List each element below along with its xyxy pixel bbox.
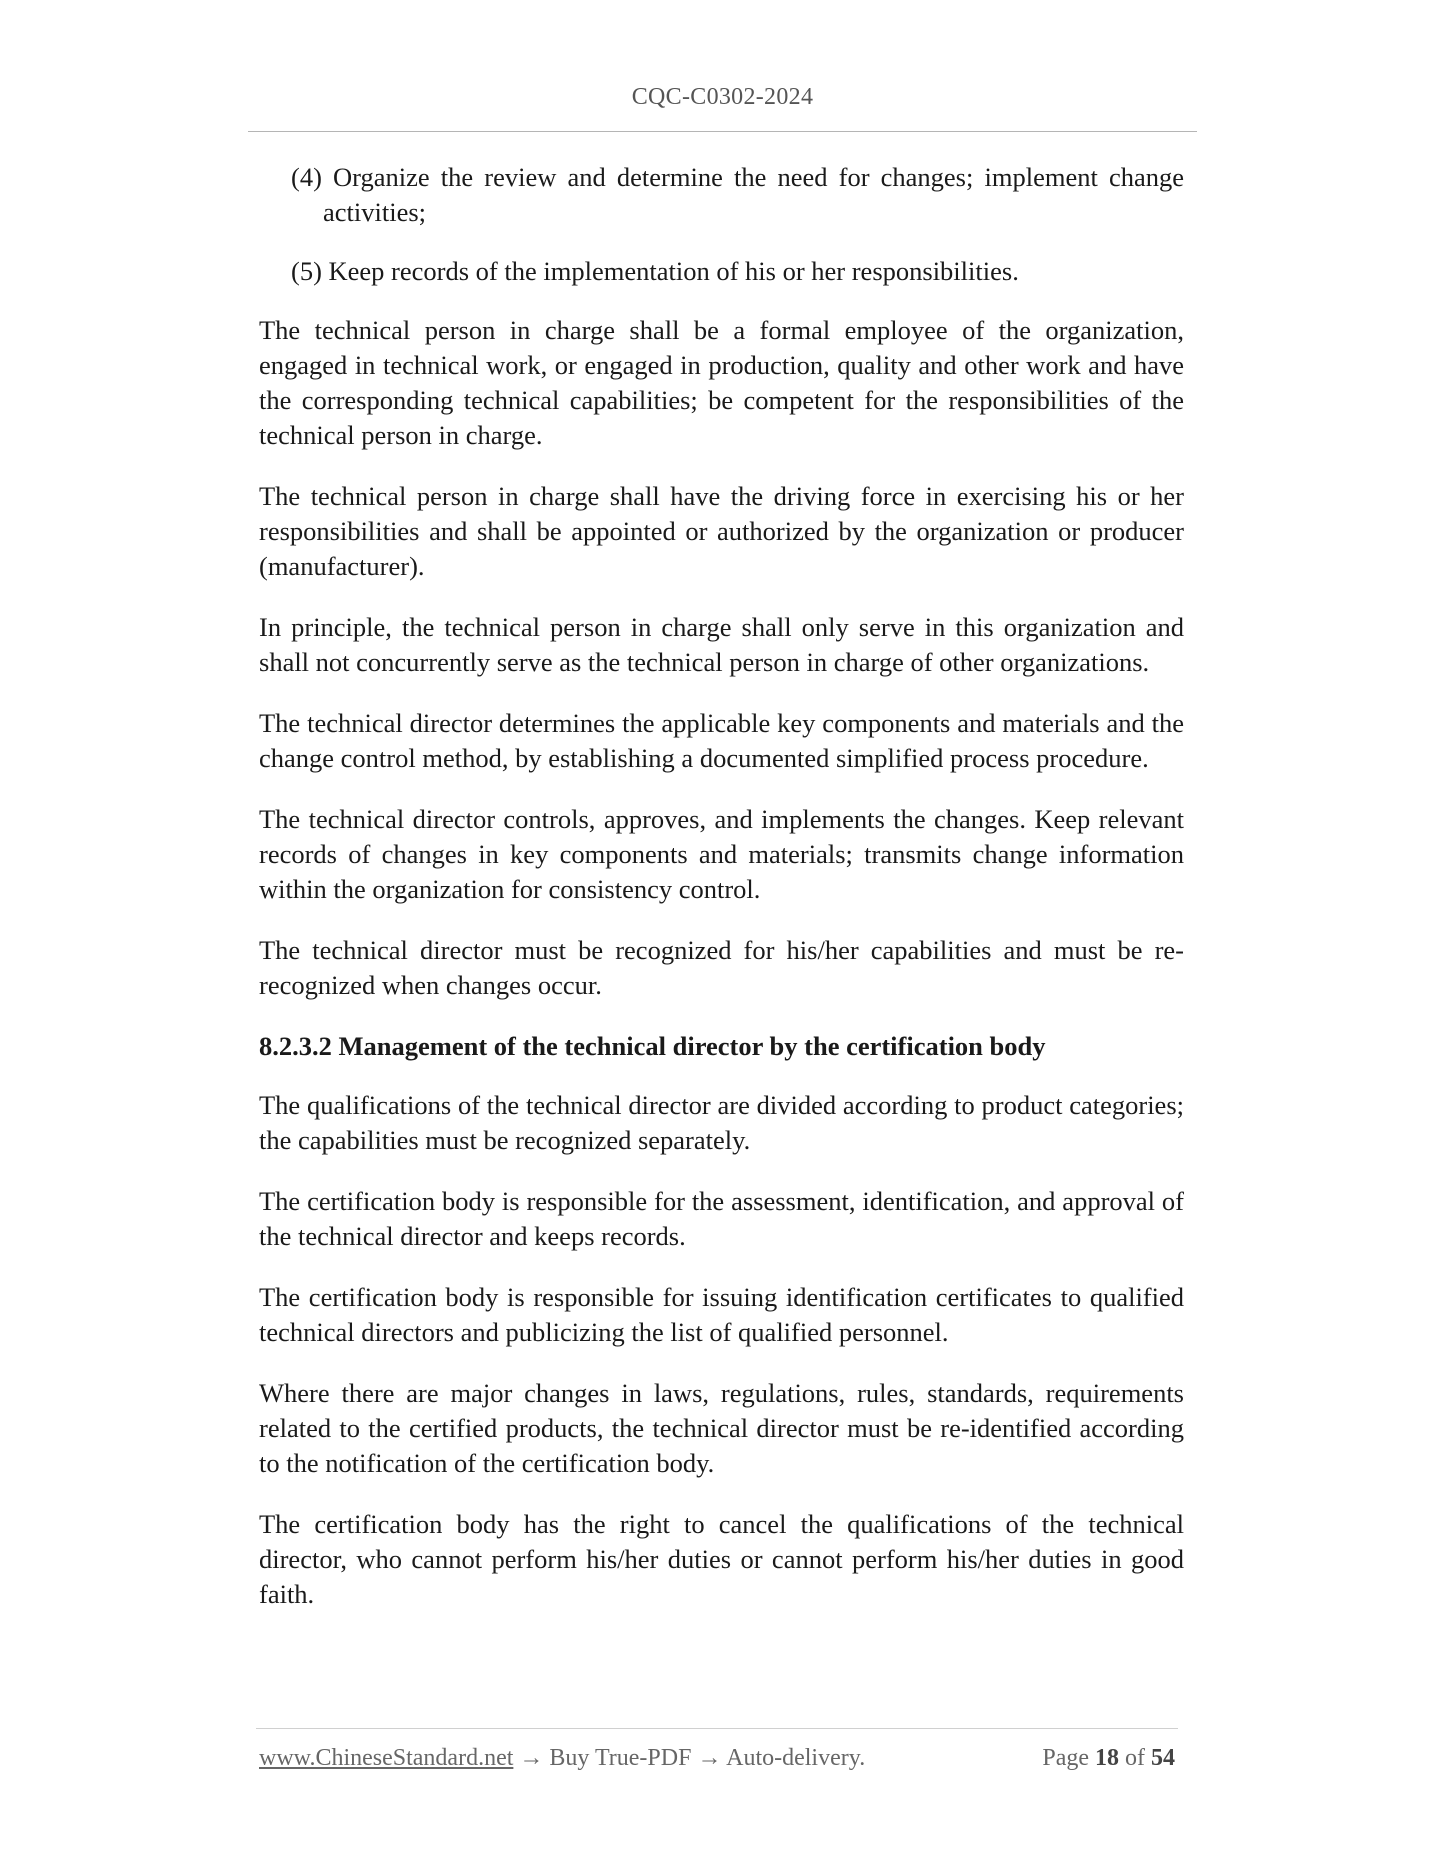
body-paragraph: The technical person in charge shall have the driving force in exercising his or her responsibilities and shall be appointed or authorized by the organization or producer (manufacturer). — [259, 481, 1184, 581]
body-paragraph: Where there are major changes in laws, regulations, rules, standards, requirements related to the certified products, the technical director must be re-identified according to the notification of the certification body. — [259, 1378, 1184, 1478]
total-pages: 54 — [1151, 1745, 1175, 1771]
footer-promo-text: → Buy True-PDF → Auto-delivery. — [513, 1745, 866, 1771]
body-paragraph: The certification body is responsible for issuing identification certificates to qualified technical directors and publicizing the list of qualified personnel. — [259, 1282, 1184, 1347]
body-paragraph: In principle, the technical person in charge shall only serve in this organization and shall not concurrently serve as the technical person in charge of other organizations. — [259, 612, 1184, 677]
of-label: of — [1125, 1745, 1145, 1771]
body-paragraph: The technical director controls, approves, and implements the changes. Keep relevant records of changes in key components and materials; transmits change information within the organization for consistency control. — [259, 804, 1184, 904]
list-item: (4) Organize the review and determine the need for changes; implement change activities; — [291, 162, 1184, 227]
body-paragraph: The qualifications of the technical director are divided according to product categories; the capabilities must be recognized separately. — [259, 1090, 1184, 1155]
page-body — [259, 160, 1184, 1638]
footer-promo — [259, 1745, 865, 1772]
page-counter — [1042, 1745, 1175, 1772]
list-item: (5) Keep records of the implementation of his or her responsibilities. — [291, 256, 1019, 286]
body-paragraph: The certification body has the right to cancel the qualifications of the technical director, who cannot perform his/her duties or cannot perform his/her duties in good faith. — [259, 1509, 1184, 1609]
header-divider — [248, 131, 1197, 132]
body-paragraph: The technical director determines the applicable key components and materials and the change control method, by establishing a documented simplified process procedure. — [259, 708, 1184, 773]
body-paragraph: The technical director must be recognized for his/her capabilities and must be re-recognized when changes occur. — [259, 935, 1184, 1000]
page-label: Page — [1042, 1745, 1089, 1771]
section-heading: 8.2.3.2 Management of the technical director by the certification body — [259, 1031, 1046, 1061]
page-number: 18 — [1095, 1745, 1119, 1771]
body-paragraph: The certification body is responsible for the assessment, identification, and approval of the technical director and keeps records. — [259, 1186, 1184, 1251]
page-footer — [259, 1745, 1175, 1772]
body-paragraph: The technical person in charge shall be a formal employee of the organization, engaged in technical work, or engaged in production, quality and other work and have the corresponding technical capabilities; be competent for the responsibilities of the technical person in charge. — [259, 315, 1184, 450]
document-code-header: CQC-C0302-2024 — [631, 84, 814, 110]
website-link[interactable]: www.ChineseStandard.net — [259, 1745, 514, 1771]
footer-divider — [256, 1728, 1178, 1729]
